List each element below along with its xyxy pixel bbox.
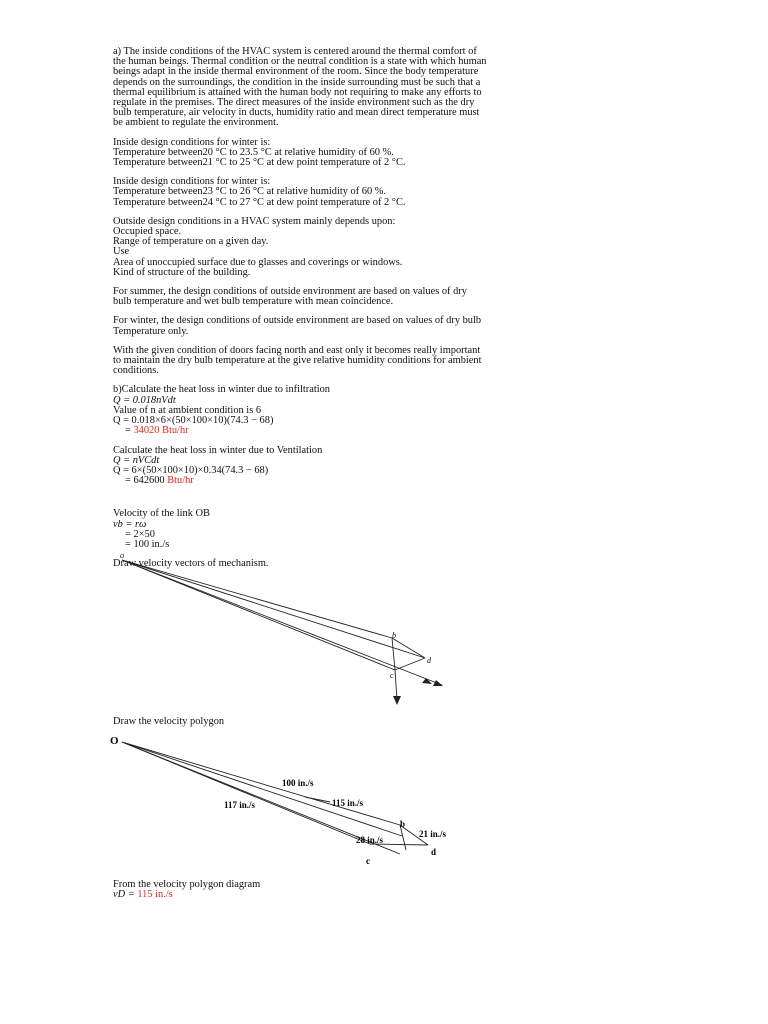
label-d: d [431, 847, 437, 857]
part-a-intro [113, 47, 658, 129]
label-117: 117 in./s [224, 800, 256, 810]
text-line: be ambient to regulate the environment. [113, 117, 279, 129]
velocity-step-2: = 100 in./s [125, 538, 170, 550]
link-od [122, 560, 425, 658]
text-line: For winter, the design conditions of outside environment are based on values of dry bulb [113, 315, 482, 327]
label-b: b [392, 631, 396, 640]
n-value-line: Value of n at ambient condition is 6 [113, 404, 262, 416]
label-O: O [110, 735, 119, 747]
ventilation-formula: Q = nVCdt [113, 454, 160, 466]
conclusion-text: From the velocity polygon diagram [113, 879, 261, 890]
winter-outside-conditions [113, 316, 658, 336]
infiltration-substitution: Q = 0.018×6×(50×100×10)(74.3 − 68) [113, 415, 274, 427]
label-115: 115 in./s [332, 798, 364, 808]
text-line: With the given condition of doors facing north and east only it becomes really important [113, 344, 481, 356]
text-line: depends on the surroundings, the condition in the inside surrounding must be such that a [113, 76, 481, 88]
infiltration-result: 34020 Btu/hr [133, 425, 189, 437]
ventilation-heading: Calculate the heat loss in winter due to Ventilation [113, 444, 323, 456]
text-line: Temperature only. [113, 325, 189, 337]
label-21: 21 in./s [419, 829, 447, 839]
link-cd [395, 658, 425, 670]
text-line: bulb temperature and wet bulb temperature with mean coincidence. [113, 296, 394, 308]
velocity-step-1: = 2×50 [125, 528, 155, 540]
vector-c [395, 670, 397, 700]
arrow-head-c [393, 696, 401, 705]
text-line: For summer, the design conditions of outside environment are based on values of dry [113, 286, 467, 298]
velocity-calc [113, 509, 658, 550]
infiltration-formula: Q = 0.018nVdt [113, 394, 176, 406]
text-line: Kind of structure of the building. [113, 266, 251, 278]
infiltration-heading: b)Calculate the heat loss in winter due to infiltration [113, 384, 330, 396]
label-c: c [366, 856, 370, 866]
text-line: Draw velocity vectors of mechanism. [113, 558, 269, 570]
summer-conditions [113, 287, 658, 307]
ventilation-result-value: = 642600 [125, 475, 168, 487]
text-line: Outside design conditions in a HVAC system mainly depends upon: [113, 215, 396, 227]
text-line: regulate in the premises. The direct measures of the inside environment such as the dry [113, 97, 475, 109]
text-line: Area of unoccupied surface due to glasses and coverings or windows. [113, 256, 403, 268]
text-line: Occupied space. [113, 226, 182, 238]
infiltration-result-line [113, 426, 658, 436]
label-28: 28 in./s [356, 835, 384, 845]
doors-conditions [113, 346, 658, 377]
text-line: the human beings. Thermal condition or the neutral condition is a state with which human [113, 56, 487, 68]
text-line: Temperature between24 °C to 27 °C at dew point temperature of 2 °C. [113, 196, 406, 208]
link-bd [392, 638, 425, 658]
label-o: o [120, 551, 124, 560]
vd-symbol: vD = [113, 889, 138, 901]
ventilation-substitution: Q = 6×(50×100×10)×0.34(74.3 − 68) [113, 464, 269, 476]
leader-115 [305, 797, 330, 802]
ventilation-calc [113, 446, 658, 487]
vector-ob [122, 742, 400, 825]
ventilation-result-line [113, 476, 658, 486]
winter-conditions-2 [113, 177, 658, 208]
text-line: beings adapt in the inside thermal environment of the room. Since the body temperature [113, 66, 479, 78]
link-ob [122, 560, 392, 638]
vector-od-2 [122, 742, 402, 836]
text-line: to maintain the dry bulb temperature at the give relative humidity conditions for ambient [113, 355, 482, 367]
mechanism-diagram [110, 550, 460, 710]
text-line: Temperature between23 °C to 26 °C at relative humidity of 60 %. [113, 186, 387, 198]
text-line: Use [113, 246, 130, 258]
label-c: c [390, 671, 394, 680]
winter-conditions-1 [113, 138, 658, 169]
text-line: thermal equilibrium is attained with the human body not requiring to make any efforts to [113, 86, 482, 98]
ventilation-result-unit: Btu/hr [167, 475, 194, 487]
label-100: 100 in./s [282, 778, 314, 788]
infiltration-calc [113, 385, 658, 436]
label-d: d [427, 656, 431, 665]
document-page [113, 47, 658, 578]
text-line: Inside design conditions for winter is: [113, 136, 271, 148]
vd-result: 115 in./s [137, 889, 173, 901]
text-line: bulb temperature, air velocity in ducts, humidity ratio and mean direct temperature must [113, 107, 480, 119]
text-line: conditions. [113, 365, 159, 377]
velocity-vector-long [122, 560, 442, 685]
label-b: b [400, 819, 406, 829]
arrow-head-d [433, 680, 443, 686]
velocity-polygon-diagram [110, 732, 490, 872]
link-oc [122, 560, 395, 670]
polygon-conclusion [113, 880, 260, 900]
text-line: Inside design conditions for winter is: [113, 176, 271, 188]
vd-result-line [113, 890, 260, 900]
result-prefix: = [125, 425, 134, 437]
text-line: a) The inside conditions of the HVAC system is centered around the thermal comfort of [113, 46, 477, 57]
velocity-formula: vb = rω [113, 518, 147, 530]
velocity-heading: Velocity of the link OB [113, 508, 210, 520]
outside-conditions [113, 217, 658, 278]
polygon-heading: Draw the velocity polygon [113, 716, 225, 727]
text-line: Range of temperature on a given day. [113, 236, 269, 248]
text-line: Temperature between20 °C to 23.5 °C at relative humidity of 60 %. [113, 146, 394, 158]
text-line: Temperature between21 °C to 25 °C at dew point temperature of 2 °C. [113, 157, 406, 169]
